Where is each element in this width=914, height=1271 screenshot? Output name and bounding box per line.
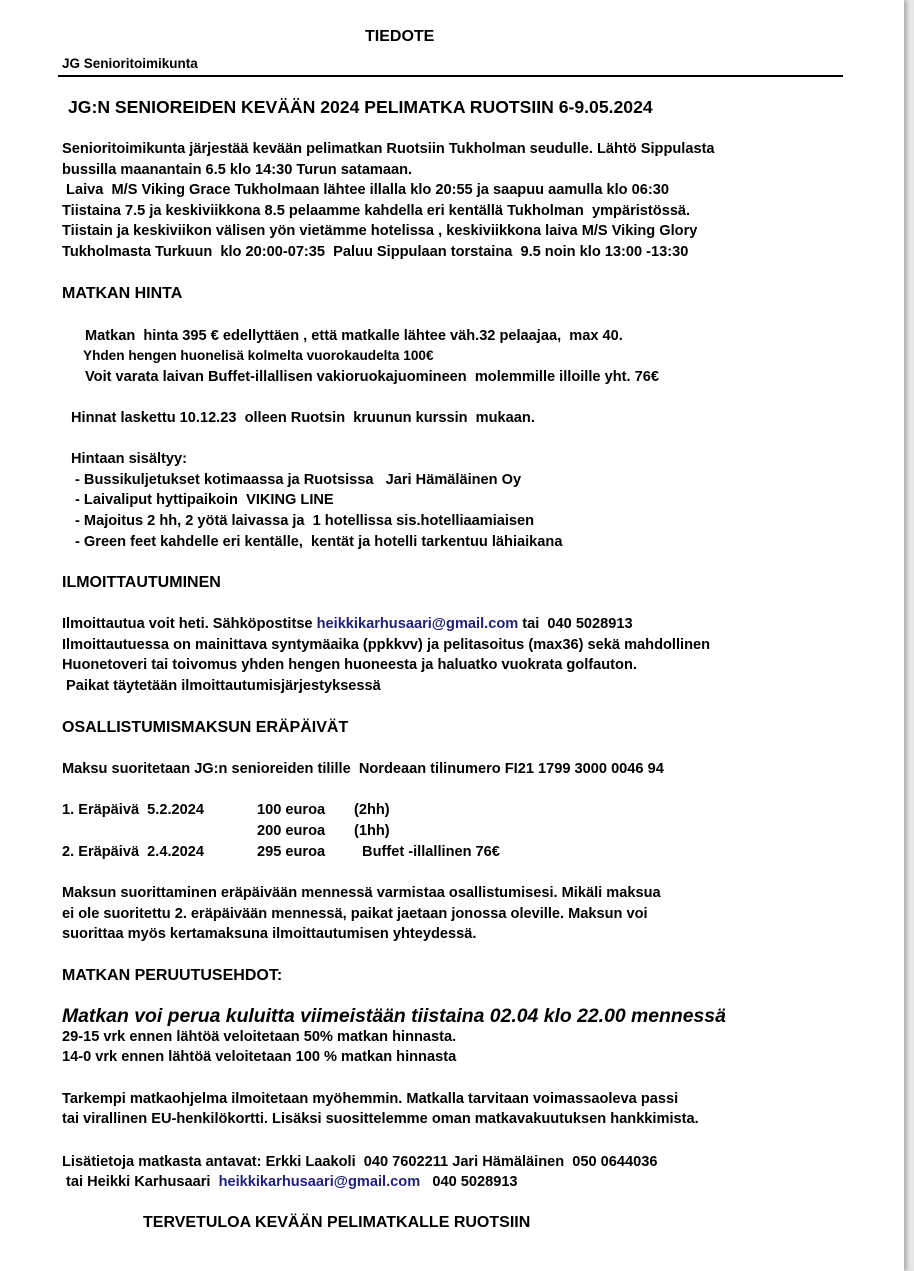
includes-item: - Majoitus 2 hh, 2 yötä laivassa ja 1 hotellissa sis.hotelliaamiaisen — [75, 513, 535, 529]
buffet-option: Voit varata laivan Buffet-illallisen vakioruokajuomineen molemmille illoille yht. 76€ — [85, 369, 659, 385]
email-link[interactable]: heikkikarhusaari@gmail.com — [218, 1174, 421, 1190]
contacts-line — [62, 1173, 518, 1191]
includes-heading: Hintaan sisältyy: — [71, 451, 187, 467]
registration-phone: tai 040 5028913 — [518, 616, 633, 632]
due-date: 2. Eräpäivä 2.4.2024 — [62, 844, 204, 860]
intro-line: Tukholmasta Turkuun klo 20:00-07:35 Paluu Sippulaan torstaina 9.5 noin klo 13:00 -13:30 — [62, 244, 689, 260]
includes-item: - Bussikuljetukset kotimaassa ja Ruotsissa Jari Hämäläinen Oy — [75, 472, 522, 488]
header-divider — [58, 75, 843, 77]
payment-notice-line: Maksun suorittaminen eräpäivään mennessä varmistaa osallistumisesi. Mikäli maksua — [62, 885, 661, 901]
price-line: Matkan hinta 395 € edellyttäen , että matkalle lähtee väh.32 pelaajaa, max 40. — [85, 328, 623, 344]
due-amount: 100 euroa — [257, 802, 326, 818]
due-note: (2hh) — [354, 802, 390, 818]
includes-item: - Green feet kahdelle eri kentälle, kentät ja hotelli tarkentuu lähiaikana — [75, 534, 563, 550]
cancellation-emphasis: Matkan voi perua kuluitta viimeistään tiistaina 02.04 klo 22.00 mennessä — [62, 1005, 726, 1027]
registration-line: Paikat täytetään ilmoittautumisjärjestyksessä — [62, 678, 381, 694]
intro-line: Laiva M/S Viking Grace Tukholmaan lähtee illalla klo 20:55 ja saapuu aamulla klo 06:30 — [62, 182, 669, 198]
intro-line: Senioritoimikunta järjestää kevään pelimatkan Ruotsiin Tukholman seudulle. Lähtö Sippulasta — [62, 141, 715, 157]
price-heading: MATKAN HINTA — [62, 285, 183, 302]
cancellation-line: 14-0 vrk ennen lähtöä veloitetaan 100 % matkan hinnasta — [62, 1049, 457, 1065]
closing-greeting: TERVETULOA KEVÄÄN PELIMATKALLE RUOTSIIN — [143, 1214, 531, 1231]
registration-line — [62, 615, 633, 633]
cancellation-line: 29-15 vrk ennen lähtöä veloitetaan 50% matkan hinnasta. — [62, 1029, 457, 1045]
document-title: JG:N SENIOREIDEN KEVÄÄN 2024 PELIMATKA RUOTSIIN 6-9.05.2024 — [68, 97, 653, 117]
due-amount: 295 euroa — [257, 844, 326, 860]
due-amount: 200 euroa — [257, 823, 326, 839]
contacts-line: Lisätietoja matkasta antavat: Erkki Laakoli 040 7602211 Jari Hämäläinen 050 0644036 — [62, 1154, 658, 1170]
payment-notice-line: ei ole suoritettu 2. eräpäivään mennessä, paikat jaetaan jonossa oleville. Maksun voi — [62, 906, 648, 922]
intro-line: Tiistaina 7.5 ja keskiviikkona 8.5 pelaamme kahdella eri kentällä Tukholman ympäristössä. — [62, 203, 691, 219]
document-header-title: TIEDOTE — [365, 28, 435, 45]
cancellation-heading: MATKAN PERUUTUSEHDOT: — [62, 967, 283, 984]
bank-account-line: Maksu suoritetaan JG:n senioreiden tilille Nordeaan tilinumero FI21 1799 3000 0046 94 — [62, 761, 664, 777]
includes-item: - Laivaliput hyttipaikoin VIKING LINE — [75, 492, 334, 508]
organization-name: JG Senioritoimikunta — [62, 56, 198, 71]
registration-line: Huonetoveri tai toivomus yhden hengen huoneesta ja haluatko vuokrata golfauton. — [62, 657, 637, 673]
registration-heading: ILMOITTAUTUMINEN — [62, 574, 221, 591]
more-info-line: Tarkempi matkaohjelma ilmoitetaan myöhemmin. Matkalla tarvitaan voimassaoleva passi — [62, 1091, 679, 1107]
registration-text: Ilmoittautua voit heti. Sähköpostitse — [62, 616, 317, 632]
contacts-phone: 040 5028913 — [420, 1174, 518, 1190]
payments-heading: OSALLISTUMISMAKSUN ERÄPÄIVÄT — [62, 719, 349, 736]
payment-notice-line: suorittaa myös kertamaksuna ilmoittautumisen yhteydessä. — [62, 926, 477, 942]
more-info-line: tai virallinen EU-henkilökortti. Lisäksi suosittelemme oman matkavakuutuksen hankkimista. — [62, 1111, 699, 1127]
exchange-rate-note: Hinnat laskettu 10.12.23 olleen Ruotsin kruunun kurssin mukaan. — [71, 410, 535, 426]
email-link[interactable]: heikkikarhusaari@gmail.com — [316, 616, 519, 632]
due-note: Buffet -illallinen 76€ — [358, 844, 500, 860]
due-note: (1hh) — [354, 823, 390, 839]
single-room-supplement: Yhden hengen huonelisä kolmelta vuorokaudelta 100€ — [83, 348, 434, 363]
registration-line: Ilmoittautuessa on mainittava syntymäaika (ppkkvv) ja pelitasoitus (max36) sekä mahdollinen — [62, 637, 711, 653]
intro-line: bussilla maanantain 6.5 klo 14:30 Turun satamaan. — [62, 162, 413, 178]
intro-line: Tiistain ja keskiviikon välisen yön vietämme hotelissa , keskiviikkona laiva M/S Viking Glory — [62, 223, 698, 239]
due-date: 1. Eräpäivä 5.2.2024 — [62, 802, 204, 818]
contacts-text: tai Heikki Karhusaari — [62, 1174, 219, 1190]
